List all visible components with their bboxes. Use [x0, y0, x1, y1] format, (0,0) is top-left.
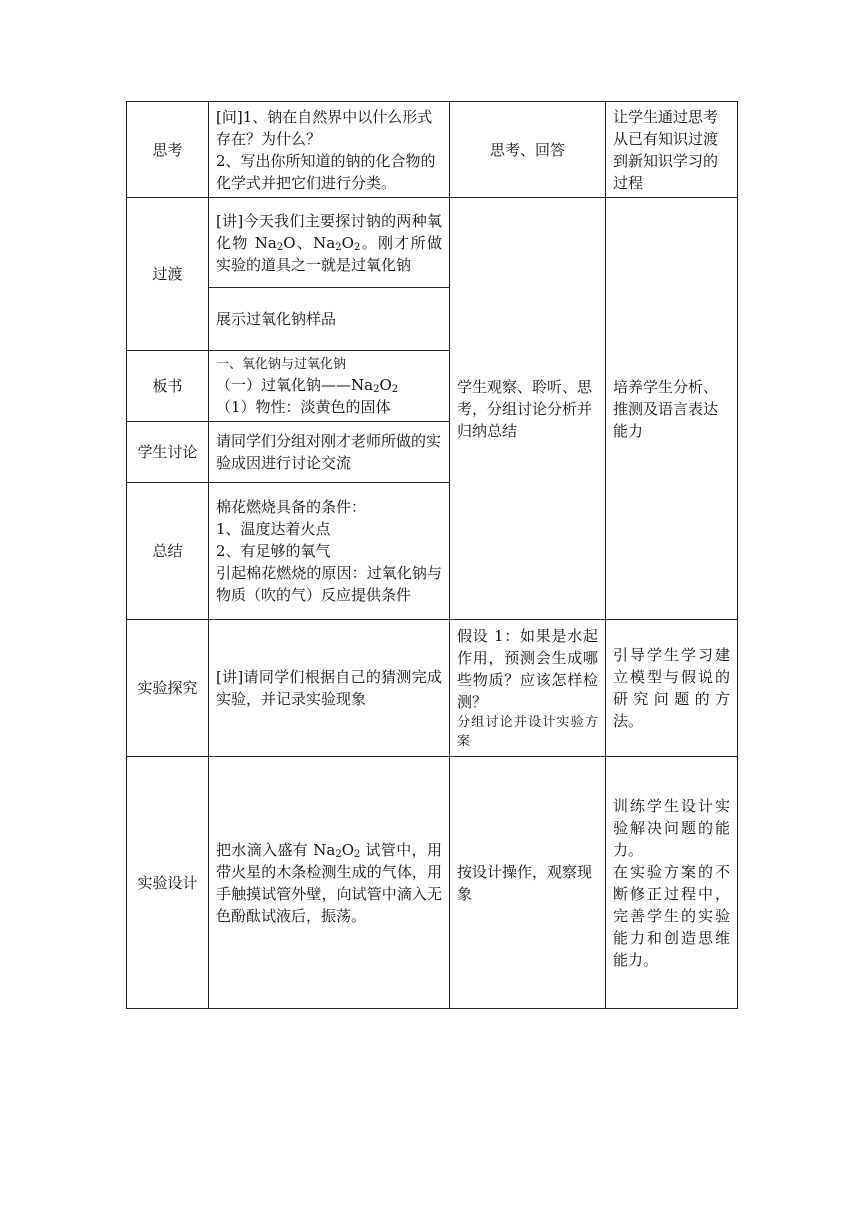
hypothesis-text: 假设 1：如果是水起作用，预测会生成哪些物质？应该怎样检测？ [457, 627, 598, 711]
row-label-board: 板书 [127, 351, 209, 422]
row-label-explore: 实验探究 [127, 620, 209, 757]
board-line-3: （1）物性：淡黄色的固体 [216, 397, 391, 416]
row-label-think: 思考 [127, 102, 209, 198]
board-line-1: 一、氧化钠与过氧化钠 [216, 356, 347, 372]
design-purpose-design [606, 757, 738, 1009]
row-label-design: 实验设计 [127, 757, 209, 1009]
summary-line-4: 引起棉花燃烧的原因：过氧化钠与物质（吹的气）反应提供条件 [216, 564, 442, 604]
design-purpose-explore: 引导学生学习建立模型与假说的研究问题的方法。 [606, 620, 738, 757]
purpose-line-1: 训练学生设计实验解决问题的能力。 [613, 796, 730, 859]
teacher-content-explore: [讲]请同学们根据自己的猜测完成实验，并记录实验现象 [209, 620, 450, 757]
teacher-content-transition: [讲]今天我们主要探讨钠的两种氧化物 $Na_2O$、$Na_2O_2$。刚才所做实验的道具之一就是过氧化钠 [209, 198, 450, 288]
group-design-text: 分组讨论并设计实验方案 [457, 715, 598, 749]
teacher-content-board [209, 351, 450, 422]
design-purpose-merged: 培养学生分析、推测及语言表达能力 [606, 198, 738, 620]
summary-line-1: 棉花燃烧具备的条件： [216, 498, 367, 516]
board-line-2: （一）过氧化钠$——Na_2O_2$ [216, 375, 399, 395]
table-row-design [127, 757, 738, 1009]
student-activity-think: 思考、回答 [450, 102, 606, 198]
student-activity-explore [450, 620, 606, 757]
table-row-transition [127, 198, 738, 288]
purpose-line-2: 在实验方案的不断修正过程中，完善学生的实验能力和创造思维能力。 [613, 862, 730, 969]
summary-line-2: 1、温度达着火点 [216, 520, 331, 538]
row-label-discussion: 学生讨论 [127, 422, 209, 483]
teacher-content-think [209, 102, 450, 198]
teacher-content-summary [209, 483, 450, 620]
teacher-content-design: 把水滴入盛有 $Na_2O_2$ 试管中，用带火星的木条检测生成的气体，用手触摸试管外壁，向试管中滴入无色酚酞试液后，振荡。 [209, 757, 450, 1009]
teacher-content-discussion: 请同学们分组对刚才老师所做的实验成因进行讨论交流 [209, 422, 450, 483]
table-row-explore [127, 620, 738, 757]
table-row-think [127, 102, 738, 198]
student-activity-design: 按设计操作，观察现象 [450, 757, 606, 1009]
row-label-summary: 总结 [127, 483, 209, 620]
question-line-1: [问]1、钠在自然界中以什么形式存在？为什么？ [216, 107, 433, 148]
row-label-transition: 过渡 [127, 198, 209, 351]
student-activity-merged: 学生观察、聆听、思考，分组讨论分析并归纳总结 [450, 198, 606, 620]
summary-line-3: 2、有足够的氧气 [216, 542, 331, 560]
question-line-2: 2、写出你所知道的钠的化合物的化学式并把它们进行分类。 [216, 151, 436, 192]
lesson-plan-table [126, 101, 738, 1009]
design-purpose-think: 让学生通过思考从已有知识过渡到新知识学习的过程 [606, 102, 738, 198]
teacher-content-show-sample: 展示过氧化钠样品 [209, 288, 450, 351]
